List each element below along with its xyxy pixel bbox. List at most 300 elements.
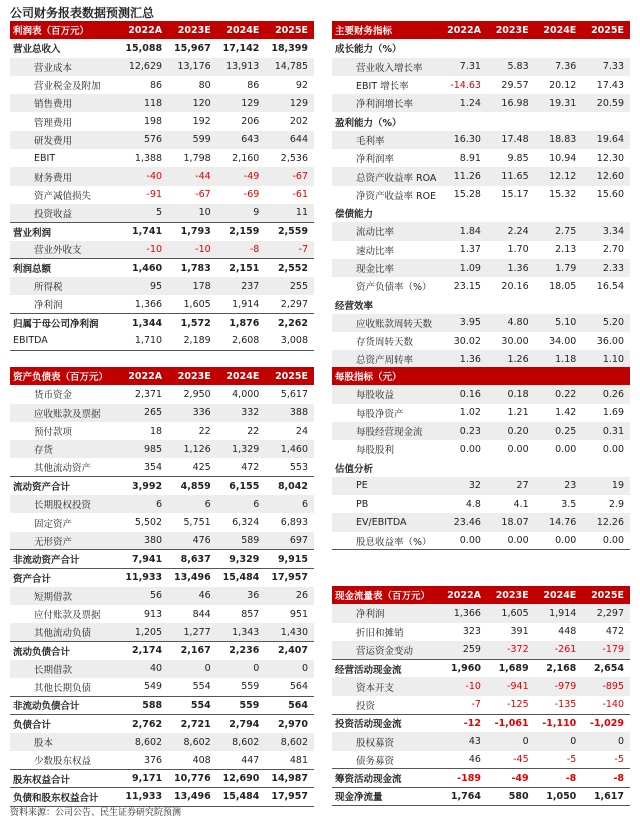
- row-label: 营业利润: [10, 222, 119, 240]
- row-value: 1,605: [487, 604, 535, 622]
- row-value: 380: [119, 532, 168, 550]
- row-value: 472: [605, 626, 624, 638]
- row-value: 1,960: [439, 659, 487, 677]
- row-value: -45: [513, 754, 529, 766]
- row-value: -372: [487, 641, 535, 659]
- row-value: 0: [168, 660, 217, 678]
- row-value: 1.37: [459, 244, 481, 256]
- row-value: -10: [439, 677, 487, 695]
- row-value: [582, 458, 630, 476]
- row-label: 资产合计: [10, 568, 119, 586]
- row-value: [439, 112, 487, 130]
- row-label: 应收账款周转天数: [332, 314, 439, 332]
- row-value: 206: [241, 116, 260, 128]
- table-row: [10, 495, 314, 513]
- row-value: 576: [119, 131, 168, 149]
- row-value: 192: [192, 116, 211, 128]
- table-row: [332, 222, 630, 240]
- row-value: 2,167: [168, 641, 217, 659]
- row-value: 23.46: [439, 513, 487, 531]
- table-row: [332, 167, 630, 185]
- table-row: [10, 422, 314, 440]
- row-value: 0: [265, 660, 314, 678]
- row-value: [582, 204, 630, 222]
- table-row: [10, 550, 314, 568]
- table-row: [332, 714, 630, 732]
- row-value: 913: [143, 608, 163, 620]
- row-label: EBIT: [34, 152, 56, 164]
- row-value: 12.12: [535, 167, 583, 185]
- table-row: [332, 350, 630, 368]
- row-label: 研发费用: [10, 131, 119, 149]
- row-value: 1,876: [217, 314, 266, 332]
- row-value: [439, 39, 487, 57]
- row-value: 11: [265, 204, 314, 222]
- row-value: 18.07: [487, 513, 535, 531]
- row-value: 2,159: [217, 222, 266, 240]
- row-value: 13,913: [217, 58, 266, 76]
- row-label: 少数股东权益: [34, 756, 92, 768]
- row-value: 14,987: [265, 770, 314, 788]
- row-value: 1,460: [265, 440, 314, 458]
- row-value: -7: [471, 699, 481, 711]
- table-row: [10, 204, 314, 222]
- row-value: -8: [535, 769, 583, 787]
- table-row: [332, 659, 630, 677]
- row-value: 5,502: [134, 517, 163, 529]
- financial-ratios-table: [332, 21, 630, 369]
- row-value: 10.94: [549, 152, 577, 164]
- row-value: 580: [487, 787, 535, 805]
- row-value: 14.76: [535, 513, 583, 531]
- row-value: 408: [192, 754, 211, 766]
- row-value: -67: [265, 167, 314, 185]
- row-value: [487, 295, 535, 313]
- row-value: 19.31: [535, 94, 583, 112]
- per-share-table: [332, 367, 630, 550]
- table-row: [332, 204, 630, 222]
- row-value: 20.59: [582, 94, 630, 112]
- row-value: [535, 204, 583, 222]
- row-value: 0.20: [487, 422, 535, 440]
- row-value: 11,933: [119, 788, 168, 806]
- row-value: 13,176: [168, 58, 217, 76]
- table-row: [332, 513, 630, 531]
- income-statement-table: [10, 21, 314, 351]
- table-row: [332, 623, 630, 641]
- table-row: [10, 770, 314, 788]
- row-value: -135: [554, 699, 577, 711]
- row-value: 1.26: [487, 350, 535, 368]
- row-value: 1.10: [582, 350, 630, 368]
- row-value: 46: [168, 587, 217, 605]
- cashflow-header-row: [332, 586, 630, 604]
- row-value: 1,277: [168, 623, 217, 641]
- row-value: 43: [439, 732, 487, 750]
- row-value: [439, 204, 487, 222]
- table-row: [10, 76, 314, 94]
- row-value: 844: [192, 608, 211, 620]
- row-value: 2,174: [119, 641, 168, 659]
- row-value: [487, 39, 535, 57]
- row-value: 23.15: [453, 280, 481, 292]
- row-value: 15,967: [174, 42, 211, 54]
- row-value: 388: [265, 404, 314, 422]
- table-row: [10, 605, 314, 623]
- cashflow-header-year: 2024E: [535, 586, 583, 604]
- row-value: [535, 112, 583, 130]
- row-label: 预付款项: [34, 427, 73, 439]
- row-value: 1,388: [134, 152, 163, 164]
- row-label: PE: [332, 477, 439, 495]
- row-value: 564: [289, 681, 308, 693]
- row-value: 1,126: [168, 440, 217, 458]
- row-value: 15.32: [549, 189, 577, 201]
- row-label: 净利润增长率: [332, 94, 439, 112]
- table-row: [332, 277, 630, 295]
- row-value: 4.8: [465, 498, 481, 510]
- table-row: [332, 769, 630, 787]
- row-value: 448: [558, 626, 577, 638]
- table-row: [10, 222, 314, 240]
- table-row: [10, 186, 314, 204]
- row-value: 2.13: [555, 244, 577, 256]
- row-label: 现金比率: [332, 259, 439, 277]
- row-value: 19: [582, 477, 630, 495]
- table-row: [332, 76, 630, 94]
- income-header-row: [10, 21, 314, 39]
- row-value: 15,484: [217, 788, 266, 806]
- row-value: 8,602: [217, 733, 266, 751]
- row-value: 1,205: [119, 623, 168, 641]
- row-value: 1.02: [459, 407, 481, 419]
- row-label: 其他流动资产: [34, 463, 92, 475]
- table-row: [10, 167, 314, 185]
- row-value: 549: [143, 681, 163, 693]
- table-row: [10, 623, 314, 641]
- row-label: 股权募资: [332, 732, 439, 750]
- row-value: 23: [535, 477, 583, 495]
- row-label: 每股收益: [332, 385, 439, 403]
- cash-flow-table: [332, 586, 630, 806]
- table-row: [332, 295, 630, 313]
- row-value: 15.17: [501, 189, 529, 201]
- row-value: 951: [289, 608, 308, 620]
- row-value: 0.18: [487, 385, 535, 403]
- row-value: 0.16: [439, 385, 487, 403]
- table-row: [332, 787, 630, 805]
- row-value: 9.85: [507, 152, 529, 164]
- row-value: 2.75: [535, 222, 583, 240]
- table-row: [10, 58, 314, 76]
- row-value: 30.02: [453, 335, 481, 347]
- table-row: [332, 259, 630, 277]
- row-label: 债务募资: [356, 755, 395, 767]
- row-value: 0: [487, 732, 535, 750]
- row-value: 4,859: [168, 477, 217, 495]
- row-value: 0.23: [439, 422, 487, 440]
- row-value: 2,371: [134, 388, 163, 400]
- table-row: [332, 94, 630, 112]
- row-value: 46: [468, 754, 481, 766]
- table-row: [10, 241, 314, 259]
- row-value: 36.00: [596, 335, 624, 347]
- row-value: 11,933: [119, 568, 168, 586]
- row-value: 1,050: [535, 787, 583, 805]
- row-value: 0.00: [555, 443, 577, 455]
- table-row: [332, 404, 630, 422]
- pershare-header-title: 每股指标（元）: [332, 367, 439, 385]
- row-value: 3.95: [439, 314, 487, 332]
- row-value: 332: [217, 404, 266, 422]
- row-label: 净利润率: [356, 154, 395, 166]
- row-value: 0.00: [582, 532, 630, 550]
- row-value: 0: [582, 732, 630, 750]
- row-value: [582, 295, 630, 313]
- row-value: 18.05: [549, 280, 577, 292]
- row-value: 1.84: [439, 222, 487, 240]
- row-value: 0.25: [535, 422, 583, 440]
- row-label: 净利润: [34, 300, 63, 312]
- row-value: 2,559: [265, 222, 314, 240]
- ratios-header-title: 主要财务指标: [332, 21, 439, 39]
- row-value: 559: [241, 681, 260, 693]
- row-value: -40: [119, 167, 168, 185]
- row-value: 8,042: [265, 477, 314, 495]
- row-value: 376: [143, 754, 163, 766]
- row-value: 1,366: [439, 604, 487, 622]
- row-label: 财务费用: [10, 167, 119, 185]
- table-row: [332, 131, 630, 149]
- row-value: -67: [195, 189, 211, 201]
- row-value: -189: [439, 769, 487, 787]
- row-value: 10: [168, 204, 217, 222]
- page-title: 公司财务报表数据预测汇总: [10, 6, 155, 20]
- row-value: 1,329: [217, 440, 266, 458]
- row-value: 1,741: [119, 222, 168, 240]
- row-label: 营运资金变动: [332, 641, 439, 659]
- row-label: 估值分析: [335, 463, 374, 475]
- row-value: 95: [119, 277, 168, 295]
- row-value: 447: [241, 754, 260, 766]
- row-label: 股东权益合计: [10, 770, 119, 788]
- table-row: [332, 477, 630, 495]
- row-value: 7.31: [439, 58, 487, 76]
- table-row: [332, 677, 630, 695]
- row-label: 折旧和摊销: [356, 627, 404, 639]
- table-row: [10, 385, 314, 403]
- table-row: [10, 660, 314, 678]
- row-label: 营业税金及附加: [34, 81, 101, 93]
- row-value: 11.26: [439, 167, 487, 185]
- row-value: 559: [217, 696, 266, 714]
- row-label: 速动比率: [356, 245, 395, 257]
- row-value: 259: [439, 641, 487, 659]
- row-value: -44: [168, 167, 217, 185]
- row-value: -179: [582, 641, 630, 659]
- row-value: -8: [217, 241, 266, 259]
- row-value: 16.54: [596, 280, 624, 292]
- row-value: -5: [566, 754, 577, 766]
- table-row: [10, 513, 314, 531]
- row-value: 1,617: [582, 787, 630, 805]
- row-value: 2,262: [265, 314, 314, 332]
- row-value: 0.00: [459, 443, 481, 455]
- row-value: 20.16: [501, 280, 529, 292]
- row-value: 2,950: [183, 388, 211, 400]
- row-value: 6: [265, 495, 314, 513]
- row-value: 3.5: [561, 498, 577, 510]
- row-label: 盈利能力（%）: [335, 117, 402, 129]
- row-value: 1.24: [439, 94, 487, 112]
- row-value: 857: [241, 608, 260, 620]
- row-label: 股息收益率（%）: [332, 532, 439, 550]
- income-header-year: 2022A: [119, 21, 168, 39]
- table-row: [332, 732, 630, 750]
- row-value: 481: [289, 754, 308, 766]
- ratios-header-row: [332, 21, 630, 39]
- row-label: 应收账款及票据: [10, 404, 119, 422]
- table-row: [10, 641, 314, 659]
- row-value: 9,329: [217, 550, 266, 568]
- row-value: -14.63: [450, 79, 481, 91]
- row-label: 偿债能力: [335, 209, 374, 221]
- row-value: 15,484: [217, 568, 266, 586]
- ratios-header-year: 2023E: [487, 21, 535, 39]
- row-value: 18.83: [535, 131, 583, 149]
- table-row: [332, 458, 630, 476]
- row-label: 投资活动现金流: [332, 714, 439, 732]
- row-value: 1.36: [439, 350, 487, 368]
- row-value: 2,151: [217, 259, 266, 277]
- row-label: 流动资产合计: [10, 477, 119, 495]
- table-row: [10, 696, 314, 714]
- row-value: 129: [265, 94, 314, 112]
- row-value: 2.24: [487, 222, 535, 240]
- table-row: [10, 788, 314, 806]
- balance-sheet-table: [10, 367, 314, 807]
- row-value: 1,572: [168, 314, 217, 332]
- row-value: 5.20: [582, 314, 630, 332]
- table-row: [332, 696, 630, 714]
- row-value: 86: [149, 79, 163, 91]
- row-label: 经营效率: [335, 300, 374, 312]
- row-value: 8,637: [168, 550, 217, 568]
- row-value: 1,914: [535, 604, 583, 622]
- table-row: [10, 277, 314, 295]
- row-value: 5,751: [183, 517, 211, 529]
- row-value: [535, 295, 583, 313]
- row-value: 36: [217, 587, 266, 605]
- table-row: [10, 112, 314, 130]
- row-value: 24: [295, 425, 308, 437]
- row-value: -1,110: [535, 714, 583, 732]
- row-value: 2,407: [265, 641, 314, 659]
- row-value: 1,783: [168, 259, 217, 277]
- row-value: [535, 458, 583, 476]
- table-row: [10, 131, 314, 149]
- row-value: 0.26: [582, 385, 630, 403]
- row-label: 每股净资产: [356, 408, 404, 420]
- row-label: 负债合计: [10, 715, 119, 733]
- table-row: [332, 440, 630, 458]
- pershare-header-year: [487, 367, 535, 385]
- row-label: 存货: [10, 440, 119, 458]
- pershare-header-row: [332, 367, 630, 385]
- row-value: 22: [198, 425, 211, 437]
- row-value: 2,552: [265, 259, 314, 277]
- row-value: -49: [217, 167, 266, 185]
- balance-header-title: 资产负债表（百万元）: [10, 367, 119, 385]
- row-value: 17,957: [265, 568, 314, 586]
- row-value: 32: [439, 477, 487, 495]
- row-value: 17,142: [222, 42, 260, 54]
- row-value: 8,602: [119, 733, 168, 751]
- row-value: 554: [192, 681, 211, 693]
- row-value: 588: [119, 696, 168, 714]
- row-value: 19.64: [582, 131, 630, 149]
- income-header-year: 2024E: [217, 21, 266, 39]
- row-label: 所得税: [10, 277, 119, 295]
- table-row: [332, 332, 630, 350]
- row-value: 13,496: [168, 788, 217, 806]
- row-value: 643: [217, 131, 266, 149]
- ratios-header-year: 2025E: [582, 21, 630, 39]
- row-value: 12.26: [582, 513, 630, 531]
- row-value: 0: [535, 732, 583, 750]
- row-value: 15,088: [125, 42, 163, 54]
- row-value: 1,689: [487, 659, 535, 677]
- row-value: 8,602: [265, 733, 314, 751]
- table-row: [10, 587, 314, 605]
- row-value: 8,602: [168, 733, 217, 751]
- table-row: [10, 314, 314, 332]
- pershare-header-year: [439, 367, 487, 385]
- balance-header-year: 2022A: [119, 367, 168, 385]
- row-label: 长期借款: [10, 660, 119, 678]
- row-value: 1.21: [507, 407, 529, 419]
- row-value: 18,399: [271, 42, 308, 54]
- cashflow-header-year: 2023E: [487, 586, 535, 604]
- row-value: 1,605: [183, 298, 211, 310]
- table-row: [10, 149, 314, 167]
- row-value: 26: [265, 587, 314, 605]
- table-row: [332, 149, 630, 167]
- row-label: 投资收益: [10, 204, 119, 222]
- row-value: 7,941: [119, 550, 168, 568]
- row-label: 资产负债率（%）: [356, 282, 432, 294]
- row-value: [582, 112, 630, 130]
- row-value: -979: [535, 677, 583, 695]
- row-value: -125: [507, 699, 529, 711]
- row-value: 12.60: [582, 167, 630, 185]
- row-value: 10,776: [168, 770, 217, 788]
- row-label: 每股经营现金流: [332, 422, 439, 440]
- row-value: [487, 112, 535, 130]
- row-value: 5.83: [487, 58, 535, 76]
- row-value: 0.31: [582, 422, 630, 440]
- row-label: 非流动资产合计: [10, 550, 119, 568]
- table-row: [10, 477, 314, 495]
- row-value: 697: [265, 532, 314, 550]
- row-value: 0.00: [602, 443, 624, 455]
- table-row: [10, 332, 314, 350]
- table-row: [332, 495, 630, 513]
- row-value: 2.70: [602, 244, 624, 256]
- row-value: 3.34: [582, 222, 630, 240]
- table-row: [10, 678, 314, 696]
- row-value: 2.33: [582, 259, 630, 277]
